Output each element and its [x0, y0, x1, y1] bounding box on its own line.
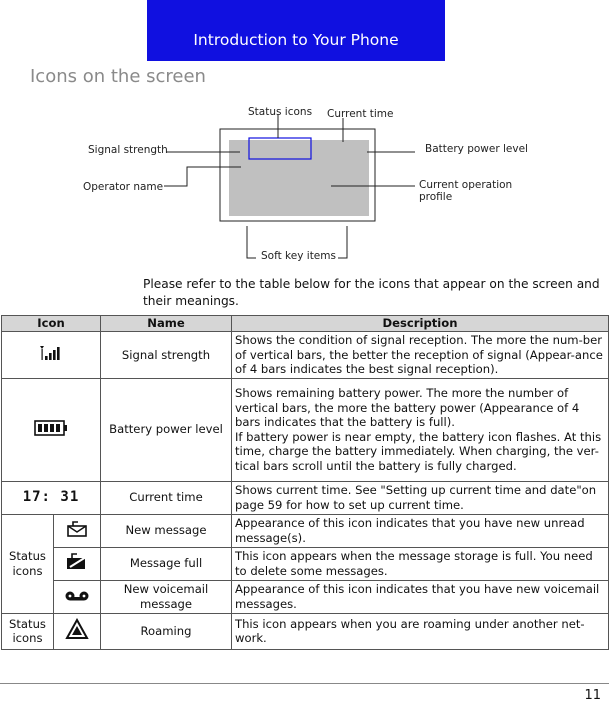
- icons-table: [1, 315, 609, 650]
- row-name: New voicemail message: [101, 580, 232, 613]
- label-current-operation-profile: Current operation: [419, 179, 513, 191]
- table-row: [2, 514, 609, 547]
- intro-paragraph: Please refer to the table below for the icons that appear on the screen and their meanings.: [143, 277, 600, 308]
- table-row: [2, 332, 609, 379]
- row-description: Appearance of this icon indicates that you have new voicemail messages.: [232, 580, 609, 613]
- icon-cell: [54, 613, 101, 649]
- row-description: This icon appears when the message storage is full. You need to delete some messages.: [232, 547, 609, 580]
- table-row: [2, 481, 609, 514]
- label-operator-name: Operator name: [83, 181, 164, 193]
- voicemail-icon: [64, 588, 90, 602]
- icon-cell: [2, 332, 101, 379]
- table-row: [2, 613, 609, 649]
- header-icon: Icon: [2, 316, 101, 332]
- row-description-part2: If battery power is near empty, the battery icon flashes. At this time, charge the battery immediately. When charging, the ver-tical bars scroll until the battery is fully charged.: [235, 429, 602, 473]
- icon-cell: [54, 547, 101, 580]
- footer-rule: [0, 683, 609, 684]
- row-description: Shows the condition of signal reception. The more the num-ber of vertical bars, the better the reception of signal (Appear-ance of 4 bars indicates the best signal reception).: [232, 332, 609, 379]
- status-icons-group-label: Status icons: [2, 514, 54, 613]
- label-signal-strength: Signal strength: [88, 144, 168, 156]
- table-row: [2, 547, 609, 580]
- chapter-banner: [147, 0, 445, 61]
- phone-screen-diagram: [0, 96, 609, 271]
- row-description: Shows current time. See "Setting up current time and date"on page 59 for how to set up current time.: [232, 481, 609, 514]
- battery-icon: [34, 419, 68, 437]
- roaming-icon: [65, 618, 89, 640]
- row-description-part1: Shows remaining battery power. The more the number of vertical bars, the more the battery power (Appearance of 4 bars indicates that the battery is full).: [235, 386, 580, 429]
- clock-display: 17: 31: [22, 489, 80, 506]
- label-status-icons: Status icons: [248, 106, 313, 118]
- icon-cell: [54, 580, 101, 613]
- label-battery-power-level: Battery power level: [425, 143, 528, 155]
- header-name: Name: [101, 316, 232, 332]
- table-row: [2, 580, 609, 613]
- header-description: Description: [232, 316, 609, 332]
- row-name: New message: [101, 514, 232, 547]
- row-description: This icon appears when you are roaming under another net-work.: [232, 613, 609, 649]
- icon-cell: [2, 481, 101, 514]
- page-number: 11: [584, 688, 601, 703]
- icon-cell: [2, 378, 101, 481]
- row-name: Signal strength: [101, 332, 232, 379]
- row-name: Message full: [101, 547, 232, 580]
- message-full-icon: [64, 553, 90, 571]
- phone-screen-display: [229, 140, 369, 216]
- label-current-operation-profile-line2: profile: [419, 191, 453, 203]
- new-message-icon: [65, 521, 89, 537]
- icon-cell: [54, 514, 101, 547]
- table-header-row: [2, 316, 609, 332]
- row-name: Battery power level: [101, 378, 232, 481]
- row-name: Current time: [101, 481, 232, 514]
- label-soft-key-items: Soft key items: [261, 250, 336, 262]
- label-current-time: Current time: [327, 108, 394, 120]
- status-icons-group-label: Status icons: [2, 613, 54, 649]
- row-description: Appearance of this icon indicates that you have new unread message(s).: [232, 514, 609, 547]
- table-row: [2, 378, 609, 481]
- row-description: [232, 378, 609, 481]
- chapter-title: Introduction to Your Phone: [193, 31, 399, 49]
- row-name: Roaming: [101, 613, 232, 649]
- section-title: Icons on the screen: [30, 66, 206, 87]
- signal-strength-icon: [39, 345, 63, 361]
